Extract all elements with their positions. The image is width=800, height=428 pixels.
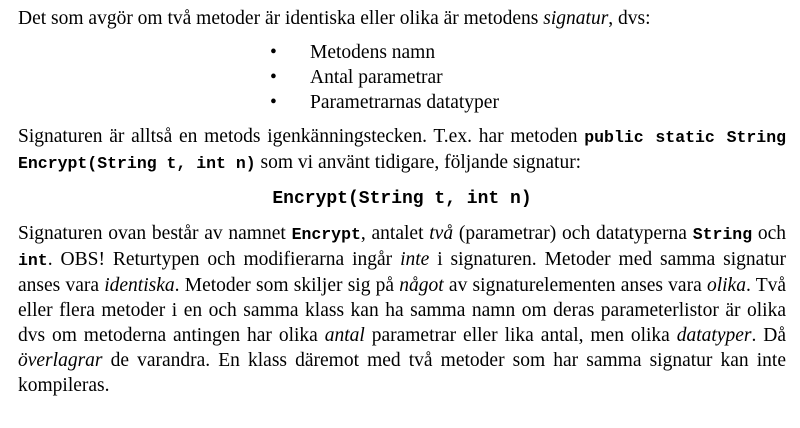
emphasis-text: inte <box>400 249 430 270</box>
body-text: de varandra. En klass däremot med två metoder som har samma signatur kan inte kompileras. <box>18 350 786 396</box>
body-text: Signaturen är alltså en metods igenkänningstecken. T.ex. har metoden <box>18 126 585 147</box>
list-item-label: Parametrarnas datatyper <box>310 92 499 113</box>
method-declaration-code: public static String Encrypt(String t, int n) <box>18 128 786 173</box>
intro-emphasis: signatur <box>543 8 609 29</box>
body-text: i signaturen. Metoder med samma signatur anses vara <box>18 249 786 296</box>
body-text: . Då <box>751 325 786 346</box>
emphasis-text: antal <box>324 325 365 346</box>
emphasis-text: olika <box>706 275 746 296</box>
emphasis-text: datatyper <box>676 325 752 346</box>
intro-paragraph <box>18 6 786 31</box>
emphasis-text: identiska <box>104 275 175 296</box>
intro-text-end: , dvs: <box>608 8 651 29</box>
emphasis-text: överlagrar <box>18 350 103 371</box>
signature-parts-list <box>18 40 786 115</box>
body-text: Signaturen ovan består av namnet <box>18 223 292 244</box>
emphasis-text: två <box>429 223 454 244</box>
body-text: , antalet <box>360 223 430 244</box>
body-text: . Två eller flera metoder i en och samma klass kan ha samma namn om deras parameterlistor är olika dvs om metoderna antingen har olika <box>18 275 787 346</box>
intro-text: Det som avgör om två metoder är identiska eller olika är metodens <box>18 8 544 29</box>
body-text: av signaturelementen anses vara <box>443 275 707 296</box>
body-text: . OBS! Returtypen och modifierarna ingår <box>47 249 401 270</box>
signature-example <box>18 185 786 212</box>
inline-code: String <box>692 225 753 244</box>
bullet-icon: • <box>270 67 277 88</box>
bullet-icon: • <box>270 92 277 113</box>
inline-code: int <box>18 251 48 270</box>
list-item <box>270 40 786 65</box>
list-item <box>270 65 786 90</box>
body-text: som vi använt tidigare, följande signatur: <box>255 152 582 173</box>
bullet-icon: • <box>270 42 277 63</box>
body-text: och <box>752 223 787 244</box>
list-item-label: Metodens namn <box>310 42 436 63</box>
emphasis-text: något <box>399 275 444 296</box>
body-text: (parametrar) och datatyperna <box>453 223 693 244</box>
signature-explanation-paragraph <box>18 124 786 176</box>
inline-code: Encrypt <box>291 225 361 244</box>
list-item-label: Antal parametrar <box>310 67 443 88</box>
signature-details-paragraph <box>18 221 786 398</box>
list-item <box>270 90 786 115</box>
body-text: . Metoder som skiljer sig på <box>174 275 400 296</box>
body-text: parametrar eller lika antal, men olika <box>364 325 677 346</box>
signature-code: Encrypt(String t, int n) <box>272 189 532 209</box>
